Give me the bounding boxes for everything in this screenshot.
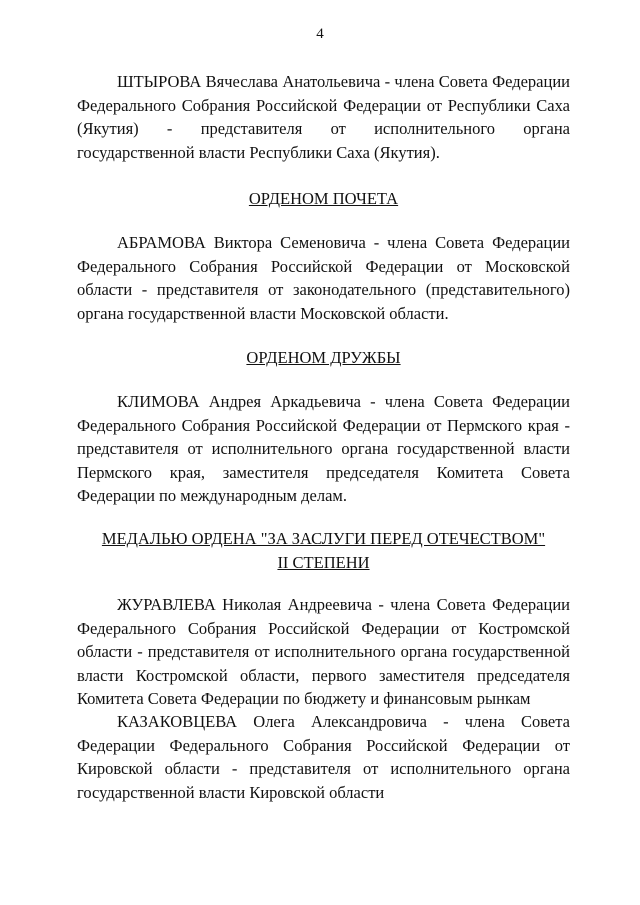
heading-order-of-honour: ОРДЕНОМ ПОЧЕТА [248, 189, 399, 208]
recipient-kazakovtsev: КАЗАКОВЦЕВА Олега Александровича - члена Совета Федерации Федерального Собрания Российской Федерации от Кировской области - представителя от исполнительного органа государственной власти Кировской области [77, 712, 570, 802]
heading-medal-line1: МЕДАЛЬЮ ОРДЕНА "ЗА ЗАСЛУГИ ПЕРЕД ОТЕЧЕСТВОМ" [101, 529, 546, 548]
recipient-shtyrov: ШТЫРОВА Вячеслава Анатольевича - члена Совета Федерации Федерального Собрания Российской Федерации от Республики Саха (Якутия) - представителя от исполнительного органа государственной власти Республики Саха (Якутия). [77, 72, 570, 162]
heading-medal-line2: II СТЕПЕНИ [277, 552, 370, 572]
recipient-zhuravlev: ЖУРАВЛЕВА Николая Андреевича - члена Совета Федерации Федерального Собрания Российской Федерации от Костромской области - представителя от исполнительного органа государственной власти Костромской области, первого заместителя председателя Комитета Совета Федерации по бюджету и финансовым рынкам [77, 595, 570, 708]
heading-medal-of-merit [77, 527, 570, 574]
recipient-abramov: АБРАМОВА Виктора Семеновича - члена Совета Федерации Федерального Собрания Российской Федерации от Московской области - представителя от законодательного (представительного) органа государственной власти Московской области. [77, 233, 570, 323]
page-number: 4 [316, 26, 324, 42]
heading-order-of-friendship: ОРДЕНОМ ДРУЖБЫ [246, 348, 401, 367]
recipient-klimov: КЛИМОВА Андрея Аркадьевича - члена Совета Федерации Федерального Собрания Российской Федерации от Пермского края - представителя от исполнительного органа государственной власти Пермского края, заместителя председателя Комитета Совета Федерации по международным делам. [77, 392, 570, 505]
